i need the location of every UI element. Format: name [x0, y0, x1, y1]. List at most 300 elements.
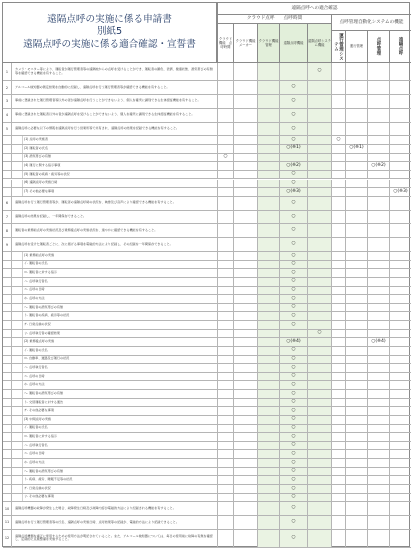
conformity-cell: ○ — [279, 238, 307, 251]
conformity-cell — [217, 364, 233, 372]
row-number: 2 — [3, 81, 12, 94]
conformity-cell — [367, 136, 389, 144]
conformity-cell — [257, 450, 279, 458]
table-row — [3, 238, 411, 252]
conformity-cell — [233, 188, 257, 196]
conformity-cell — [233, 416, 257, 424]
table-row — [3, 516, 411, 530]
row-number — [3, 278, 12, 286]
conformity-cell — [233, 304, 257, 312]
requirement-text: 遠隔点呼を行う運行管理者等の氏名、遠隔点呼の実施日時、点呼結果等の記録が、電磁的方法により記録できること。 — [15, 519, 179, 524]
conformity-cell — [257, 295, 279, 303]
row-number — [3, 356, 12, 364]
conformity-cell: ○ — [279, 425, 307, 433]
conformity-cell — [367, 123, 389, 136]
conformity-cell — [367, 211, 389, 224]
requirement-text: ハ. 点呼執行者名 — [22, 278, 215, 286]
conformity-cell — [367, 188, 389, 196]
conformity-cell — [389, 381, 411, 389]
row-number — [3, 136, 12, 144]
conformity-cell — [367, 407, 389, 415]
conformity-cell: ○ — [279, 321, 307, 329]
conformity-cell — [367, 347, 389, 355]
conformity-cell — [257, 425, 279, 433]
conformity-cell — [307, 407, 331, 415]
row-number — [3, 295, 12, 303]
conformity-header — [217, 3, 411, 63]
requirement-text: カメラ・モニター等により、運転者が運行管理者等の遠隔地からの点呼を受けることができ、運転者の顔色、表情、健康状態、酒気帯びの有無等を確認できる機能を有すること。 — [15, 66, 213, 75]
conformity-cell — [367, 485, 389, 493]
conformity-cell — [307, 136, 331, 144]
conformity-cell — [389, 338, 411, 346]
conformity-cell — [367, 425, 389, 433]
conformity-cell — [257, 171, 279, 179]
conformity-cell — [217, 145, 233, 153]
conformity-cell — [345, 356, 367, 364]
title-line-2: 別紙5 — [96, 26, 123, 38]
conformity-cell — [217, 197, 233, 210]
conformity-cell — [331, 338, 345, 346]
conformity-cell — [217, 399, 233, 407]
conformity-cell — [367, 459, 389, 467]
table-row — [3, 494, 411, 503]
requirement-text: チ. その他必要な事項 — [22, 407, 215, 415]
conformity-cell — [389, 450, 411, 458]
row-number — [3, 312, 12, 320]
conformity-cell — [331, 180, 345, 188]
header-office-sub4: 遠隔点呼 — [389, 31, 411, 63]
row-number — [3, 476, 12, 484]
conformity-cell — [345, 81, 367, 94]
conformity-cell: ○ — [279, 516, 307, 529]
conformity-cell — [331, 95, 345, 108]
header-cloud-sub5: 遠隔点呼システム機能 — [307, 24, 331, 63]
conformity-cell — [367, 516, 389, 529]
conformity-cell — [279, 330, 307, 338]
conformity-cell — [307, 278, 331, 286]
conformity-cell — [307, 381, 331, 389]
conformity-cell — [233, 485, 257, 493]
row-number — [3, 468, 12, 476]
conformity-cell — [389, 399, 411, 407]
conformity-cell — [217, 136, 233, 144]
conformity-cell: ○ — [279, 95, 307, 108]
conformity-cell — [217, 373, 233, 381]
conformity-cell — [217, 188, 233, 196]
table-row — [3, 373, 411, 382]
conformity-cell — [331, 162, 345, 170]
header-cloud-sub3: クラウド機能管理 — [257, 24, 279, 63]
conformity-cell — [217, 252, 233, 260]
conformity-cell — [257, 338, 279, 346]
conformity-cell — [331, 154, 345, 162]
conformity-cell — [257, 442, 279, 450]
conformity-cell — [345, 516, 367, 529]
conformity-cell — [331, 211, 345, 224]
conformity-cell — [233, 476, 257, 484]
conformity-cell — [367, 321, 389, 329]
conformity-cell — [367, 356, 389, 364]
conformity-cell — [233, 252, 257, 260]
conformity-cell — [389, 502, 411, 515]
conformity-cell — [367, 442, 389, 450]
conformity-cell — [367, 145, 389, 153]
conformity-cell — [233, 109, 257, 122]
conformity-cell — [257, 261, 279, 269]
requirement-text: ハ. 点呼執行者名 — [22, 364, 215, 372]
row-number: 6 — [3, 197, 12, 210]
conformity-cell — [233, 63, 257, 80]
conformity-cell — [257, 95, 279, 108]
conformity-cell — [217, 171, 233, 179]
conformity-cell — [345, 136, 367, 144]
conformity-cell — [389, 494, 411, 502]
conformity-cell — [233, 211, 257, 224]
conformity-cell — [345, 494, 367, 502]
conformity-cell — [217, 81, 233, 94]
conformity-cell — [307, 321, 331, 329]
table-row — [3, 399, 411, 408]
table-row — [3, 468, 411, 477]
conformity-cell — [331, 502, 345, 515]
conformity-cell: ○ — [331, 136, 345, 144]
conformity-cell — [217, 381, 233, 389]
conformity-cell — [389, 154, 411, 162]
requirement-text: チ. 日常点検の状況 — [22, 321, 215, 329]
conformity-cell: ○ — [279, 373, 307, 381]
table-row — [3, 338, 411, 347]
conformity-cell — [217, 269, 233, 277]
conformity-cell — [389, 180, 411, 188]
conformity-cell — [217, 433, 233, 441]
conformity-cell: ○ — [279, 287, 307, 295]
conformity-cell — [331, 468, 345, 476]
requirement-text: ホ. 点呼の方法 — [22, 295, 215, 303]
conformity-cell — [307, 530, 331, 547]
conformity-cell — [233, 81, 257, 94]
conformity-cell — [217, 459, 233, 467]
conformity-cell — [367, 154, 389, 162]
conformity-cell — [345, 123, 367, 136]
conformity-cell — [257, 180, 279, 188]
conformity-cell — [389, 224, 411, 237]
conformity-cell: ○ — [279, 252, 307, 260]
conformity-cell: ○ — [279, 347, 307, 355]
conformity-cell — [307, 304, 331, 312]
conformity-cell — [307, 188, 331, 196]
conformity-cell — [345, 304, 367, 312]
requirement-text: ホ. 点呼の方法 — [22, 381, 215, 389]
conformity-cell — [217, 330, 233, 338]
conformity-cell: ○ — [279, 180, 307, 188]
requirement-text: リ. 点呼執行者の確認結果 — [22, 330, 215, 338]
conformity-cell — [257, 502, 279, 515]
row-number — [3, 450, 12, 458]
conformity-cell — [217, 516, 233, 529]
header-office-sub2: 運行管理 — [345, 31, 367, 63]
title-line-1: 遠隔点呼の実施に係る申請書 — [47, 13, 172, 25]
requirement-text: (7) その他必要な事項 — [22, 188, 215, 196]
table-row — [3, 304, 411, 313]
conformity-cell — [307, 459, 331, 467]
conformity-cell — [389, 261, 411, 269]
conformity-cell — [307, 154, 331, 162]
table-row — [3, 171, 411, 180]
conformity-cell — [217, 224, 233, 237]
table-row — [3, 81, 411, 95]
conformity-cell — [367, 63, 389, 80]
conformity-cell — [367, 330, 389, 338]
conformity-cell — [331, 516, 345, 529]
conformity-cell — [307, 450, 331, 458]
conformity-cell — [307, 180, 331, 188]
conformity-cell — [217, 95, 233, 108]
conformity-cell: ○ — [279, 81, 307, 94]
conformity-cell: ○ — [279, 295, 307, 303]
conformity-cell — [331, 269, 345, 277]
header-office-sub1: 運行管理システム — [331, 31, 345, 63]
title-line-3: 遠隔点呼の実施に係る適合確認・宣誓書 — [23, 38, 196, 50]
conformity-cell — [331, 416, 345, 424]
row-number — [3, 261, 12, 269]
conformity-cell — [257, 330, 279, 338]
table-row — [3, 433, 411, 442]
conformity-cell — [307, 287, 331, 295]
conformity-cell — [257, 136, 279, 144]
requirement-text: (2) 乗務後点呼の実施 — [22, 338, 215, 346]
conformity-cell: ○ — [279, 485, 307, 493]
row-number — [3, 347, 12, 355]
conformity-cell — [279, 63, 307, 80]
conformity-cell — [257, 269, 279, 277]
conformity-cell — [233, 468, 257, 476]
conformity-cell — [345, 180, 367, 188]
conformity-cell — [331, 442, 345, 450]
conformity-cell — [257, 287, 279, 295]
conformity-cell: ○ — [279, 502, 307, 515]
conformity-cell — [331, 476, 345, 484]
requirement-text: (4) 運行に関する指示事項 — [22, 162, 215, 170]
conformity-cell: ○ — [279, 211, 307, 224]
conformity-cell — [233, 373, 257, 381]
conformity-cell — [217, 494, 233, 502]
conformity-cell — [389, 364, 411, 372]
conformity-cell — [367, 476, 389, 484]
conformity-cell — [307, 494, 331, 502]
conformity-cell — [257, 197, 279, 210]
conformity-cell — [389, 287, 411, 295]
table-row — [3, 154, 411, 163]
conformity-cell — [345, 476, 367, 484]
table-row — [3, 364, 411, 373]
conformity-cell — [345, 238, 367, 251]
table-row — [3, 476, 411, 485]
row-number — [3, 252, 12, 260]
conformity-cell — [345, 321, 367, 329]
conformity-cell — [367, 109, 389, 122]
row-number — [3, 321, 12, 329]
conformity-cell: ○ — [279, 261, 307, 269]
table-row — [3, 356, 411, 365]
conformity-cell: ○ — [217, 154, 233, 162]
conformity-cell: ○ — [279, 530, 307, 547]
header-cloud-sub1: クラウド機能 点呼時間 — [217, 24, 233, 63]
conformity-cell — [345, 485, 367, 493]
conformity-cell — [307, 145, 331, 153]
conformity-cell: ○ — [279, 476, 307, 484]
conformity-cell — [307, 269, 331, 277]
conformity-cell: ○(※1) — [279, 145, 307, 153]
conformity-cell — [345, 278, 367, 286]
conformity-cell — [257, 162, 279, 170]
table-row — [3, 416, 411, 425]
conformity-cell — [257, 494, 279, 502]
conformity-cell — [233, 399, 257, 407]
conformity-cell — [367, 171, 389, 179]
conformity-cell — [367, 373, 389, 381]
conformity-cell — [331, 109, 345, 122]
row-number: 11 — [3, 516, 12, 529]
table-row — [3, 269, 411, 278]
conformity-cell — [233, 530, 257, 547]
row-number — [3, 287, 12, 295]
conformity-cell — [217, 450, 233, 458]
conformity-cell — [307, 416, 331, 424]
conformity-cell: ○ — [279, 312, 307, 320]
conformity-cell — [257, 238, 279, 251]
conformity-cell — [389, 238, 411, 251]
requirement-text: アルコール検知器の測定結果を自動的に記録し、遠隔点呼を行う運行管理者等が確認できる機能を有すること。 — [15, 84, 170, 89]
conformity-cell — [389, 459, 411, 467]
conformity-cell — [217, 238, 233, 251]
conformity-cell — [331, 433, 345, 441]
conformity-cell: ○ — [279, 136, 307, 144]
requirement-text: ロ. 運転者に対する指示 — [22, 269, 215, 277]
table-row — [3, 162, 411, 171]
conformity-cell — [217, 347, 233, 355]
conformity-cell: ○(※4) — [367, 338, 389, 346]
conformity-cell — [345, 188, 367, 196]
conformity-cell — [257, 433, 279, 441]
conformity-cell — [217, 63, 233, 80]
conformity-cell — [233, 197, 257, 210]
conformity-cell — [345, 171, 367, 179]
table-row — [3, 109, 411, 123]
conformity-cell — [257, 381, 279, 389]
conformity-cell — [345, 261, 367, 269]
table-row — [3, 407, 411, 416]
conformity-cell — [217, 442, 233, 450]
conformity-cell — [217, 416, 233, 424]
table-row — [3, 485, 411, 494]
row-number: 5 — [3, 123, 12, 136]
table-row — [3, 252, 411, 261]
conformity-cell — [307, 390, 331, 398]
requirement-text: ト. 運転者の疾病、疲労等の状況 — [22, 312, 215, 320]
conformity-cell — [367, 494, 389, 502]
requirement-text: ヘ. 運転者の酒気帯びの有無 — [22, 390, 215, 398]
conformity-cell — [331, 399, 345, 407]
conformity-cell: ○ — [279, 442, 307, 450]
conformity-cell — [307, 162, 331, 170]
requirement-text: 遠隔点呼の結果を記録し、一年間保存できること。 — [15, 214, 87, 218]
conformity-cell — [367, 224, 389, 237]
conformity-cell — [307, 516, 331, 529]
conformity-cell — [307, 197, 331, 210]
requirement-text: ロ. 自動車、道路及び運行の状況 — [22, 356, 215, 364]
conformity-cell — [233, 450, 257, 458]
conformity-cell — [389, 136, 411, 144]
table-row — [3, 197, 411, 211]
conformity-cell — [217, 312, 233, 320]
conformity-cell — [217, 476, 233, 484]
conformity-cell — [345, 442, 367, 450]
conformity-cell — [217, 530, 233, 547]
requirement-text: 遠隔点呼機器の故障が発生した場合、故障発生日時及び故障内容が電磁的方法により記録される機能を有すること。 — [15, 505, 176, 510]
conformity-cell — [345, 287, 367, 295]
row-number: 8 — [3, 224, 12, 237]
requirement-text: 遠隔点呼に必要な以下の情報を遠隔点呼を行う営業所等で共有され、遠隔点呼の結果を記録できる機能を有すること。 — [15, 125, 180, 130]
requirements-table — [3, 63, 411, 548]
conformity-cell — [233, 154, 257, 162]
conformity-cell: ○ — [279, 171, 307, 179]
conformity-cell — [389, 109, 411, 122]
conformity-cell — [345, 330, 367, 338]
row-number — [3, 269, 12, 277]
conformity-cell — [307, 224, 331, 237]
conformity-cell — [389, 347, 411, 355]
conformity-cell — [331, 321, 345, 329]
row-number: 4 — [3, 109, 12, 122]
conformity-cell — [257, 485, 279, 493]
conformity-cell: ○ — [279, 356, 307, 364]
requirement-text: 遠隔点呼を受けた運転者ごとに、次に掲げる事項を電磁的方法により記録し、その記録を一年間保存できること。 — [15, 241, 173, 246]
conformity-cell — [331, 364, 345, 372]
conformity-cell — [389, 433, 411, 441]
row-number — [3, 407, 12, 415]
conformity-cell — [389, 373, 411, 381]
conformity-cell — [389, 485, 411, 493]
conformity-cell — [307, 238, 331, 251]
conformity-cell: ○ — [279, 197, 307, 210]
conformity-cell — [257, 81, 279, 94]
conformity-cell — [345, 295, 367, 303]
conformity-cell — [367, 261, 389, 269]
requirement-text: ト. 疾病、疲労、睡眠不足等の状況 — [22, 476, 215, 484]
conformity-cell: ○(※2) — [279, 162, 307, 170]
table-row — [3, 530, 411, 548]
header-top: 遠隔点呼への適合確認 — [217, 3, 411, 15]
conformity-cell — [367, 433, 389, 441]
row-number — [3, 381, 12, 389]
conformity-cell — [389, 530, 411, 547]
conformity-cell — [345, 63, 367, 80]
conformity-cell — [257, 321, 279, 329]
table-row — [3, 224, 411, 238]
conformity-cell — [233, 390, 257, 398]
row-number — [3, 390, 12, 398]
conformity-cell — [331, 312, 345, 320]
requirement-text: ヘ. 運転者の酒気帯びの有無 — [22, 304, 215, 312]
conformity-cell: ○ — [279, 109, 307, 122]
conformity-cell: ○ — [279, 278, 307, 286]
conformity-cell: ○ — [279, 399, 307, 407]
conformity-cell — [307, 468, 331, 476]
conformity-cell — [389, 252, 411, 260]
conformity-cell — [345, 407, 367, 415]
conformity-cell — [345, 459, 367, 467]
conformity-cell — [331, 238, 345, 251]
